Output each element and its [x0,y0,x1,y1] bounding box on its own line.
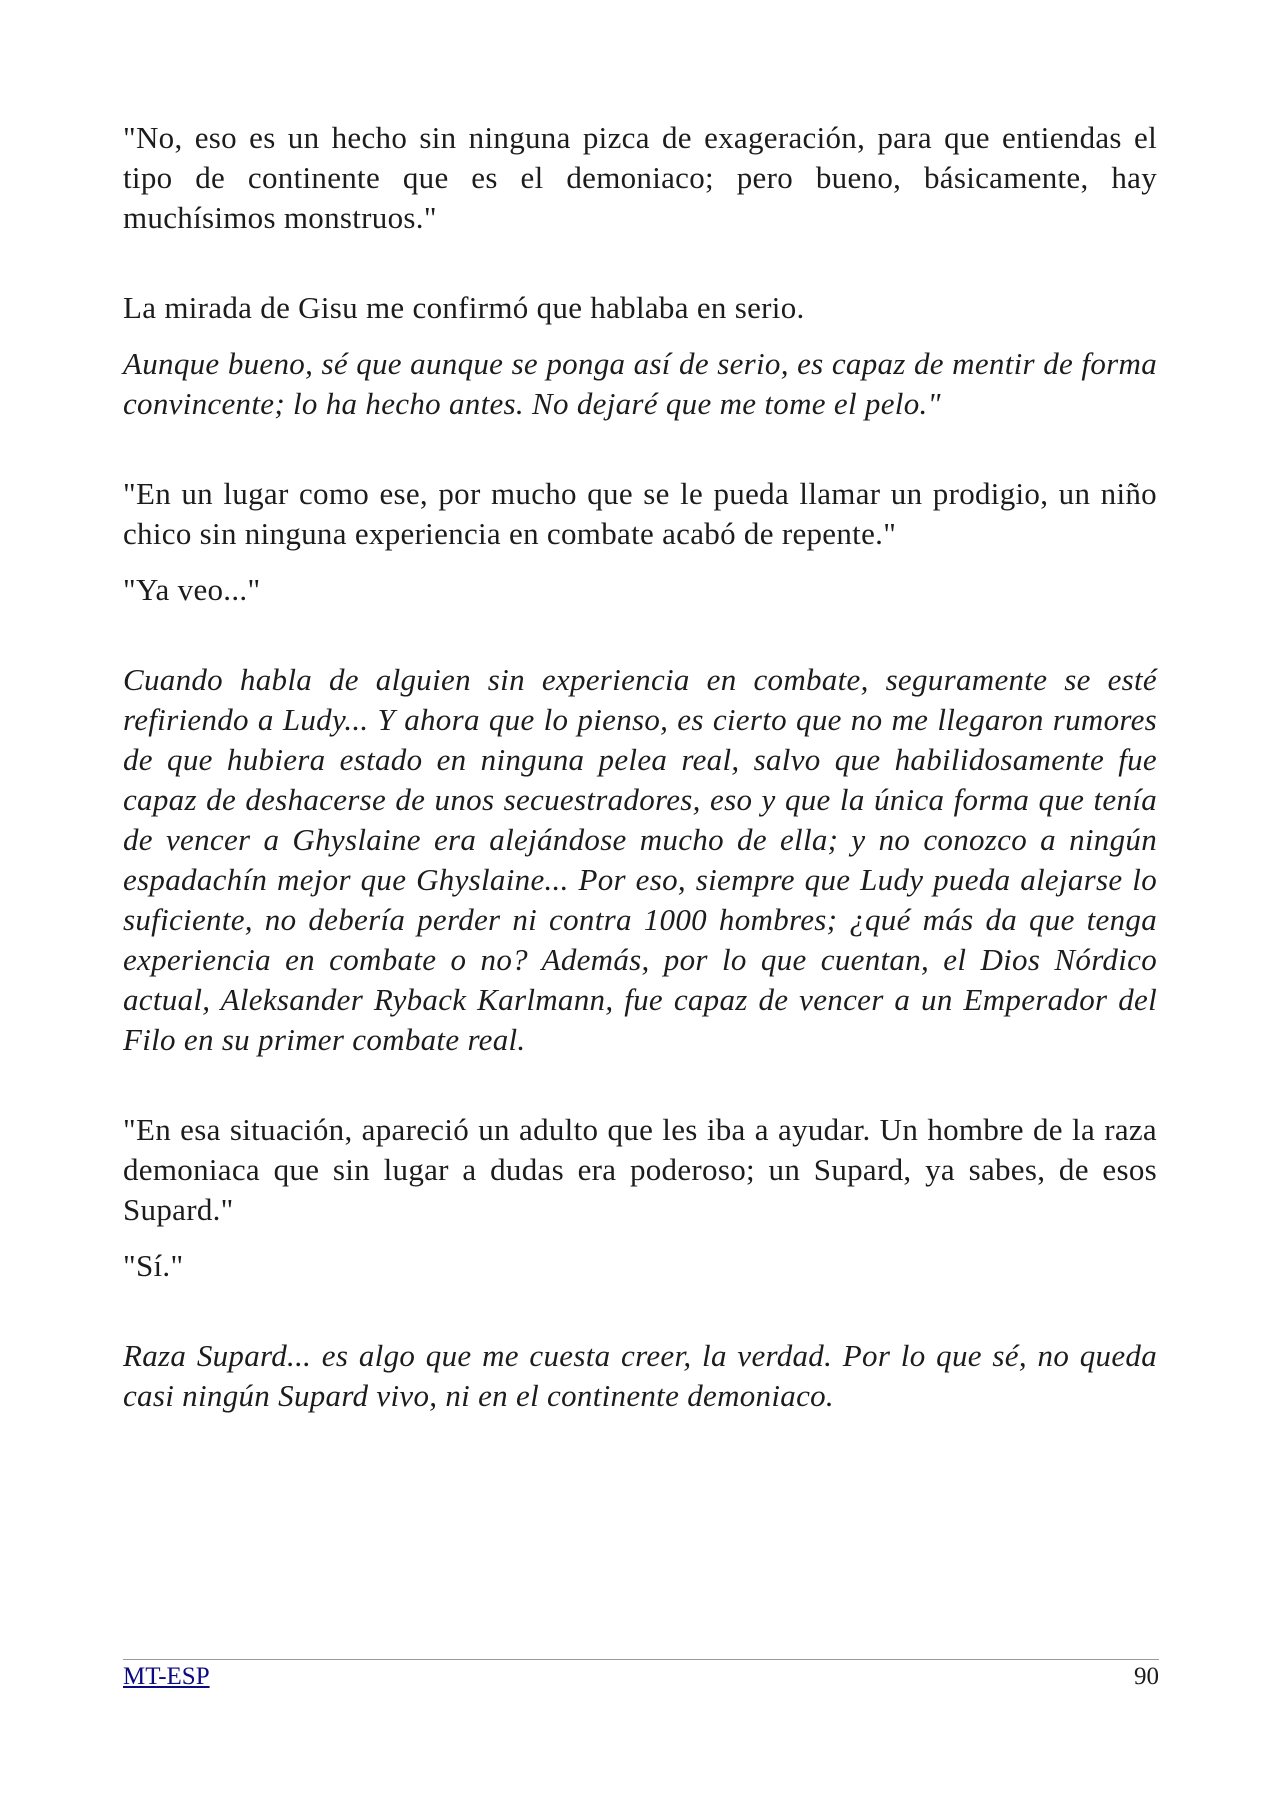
dialogue-paragraph: "Ya veo..." [123,572,261,607]
narration-paragraph: La mirada de Gisu me confirmó que hablaba en serio. [123,290,805,325]
page-body [123,118,1157,1416]
dialogue-paragraph: "En esa situación, apareció un adulto que les iba a ayudar. Un hombre de la raza demoniaca que sin lugar a dudas era poderoso; un Supard, ya sabes, de esos Supard." [123,1112,1157,1227]
footer-divider [123,1659,1159,1660]
dialogue-paragraph: "Sí." [123,1248,184,1283]
page-number: 90 [1134,1663,1159,1690]
inner-thought-paragraph: Cuando habla de alguien sin experiencia en combate, seguramente se esté refiriendo a Ludy... Y ahora que lo pienso, es cierto que no me llegaron rumores de que hubiera estado en ninguna pelea real, salvo que habilidosamente fue capaz de deshacerse de unos secuestradores, eso y que la única forma que tenía de vencer a Ghyslaine era alejándose mucho de ella; y no conozco a ningún espadachín mejor que Ghyslaine... Por eso, siempre que Ludy pueda alejarse lo suficiente, no debería perder ni contra 1000 hombres; ¿qué más da que tenga experiencia en combate o no? Además, por lo que cuentan, el Dios Nórdico actual, Aleksander Ryback Karlmann, fue capaz de vencer a un Emperador del Filo en su primer combate real. [123,662,1157,1057]
inner-thought-paragraph: Aunque bueno, sé que aunque se ponga así de serio, es capaz de mentir de forma convincente; lo ha hecho antes. No dejaré que me tome el pelo." [123,346,1157,421]
inner-thought-paragraph: Raza Supard... es algo que me cuesta creer, la verdad. Por lo que sé, no queda casi ningún Supard vivo, ni en el continente demoniaco. [123,1338,1157,1413]
footer-link-mt-esp[interactable]: MT-ESP [123,1663,210,1690]
dialogue-paragraph: "No, eso es un hecho sin ninguna pizca de exageración, para que entiendas el tipo de continente que es el demoniaco; pero bueno, básicamente, hay muchísimos monstruos." [123,120,1157,235]
dialogue-paragraph: "En un lugar como ese, por mucho que se le pueda llamar un prodigio, un niño chico sin ninguna experiencia en combate acabó de repente." [123,476,1157,551]
